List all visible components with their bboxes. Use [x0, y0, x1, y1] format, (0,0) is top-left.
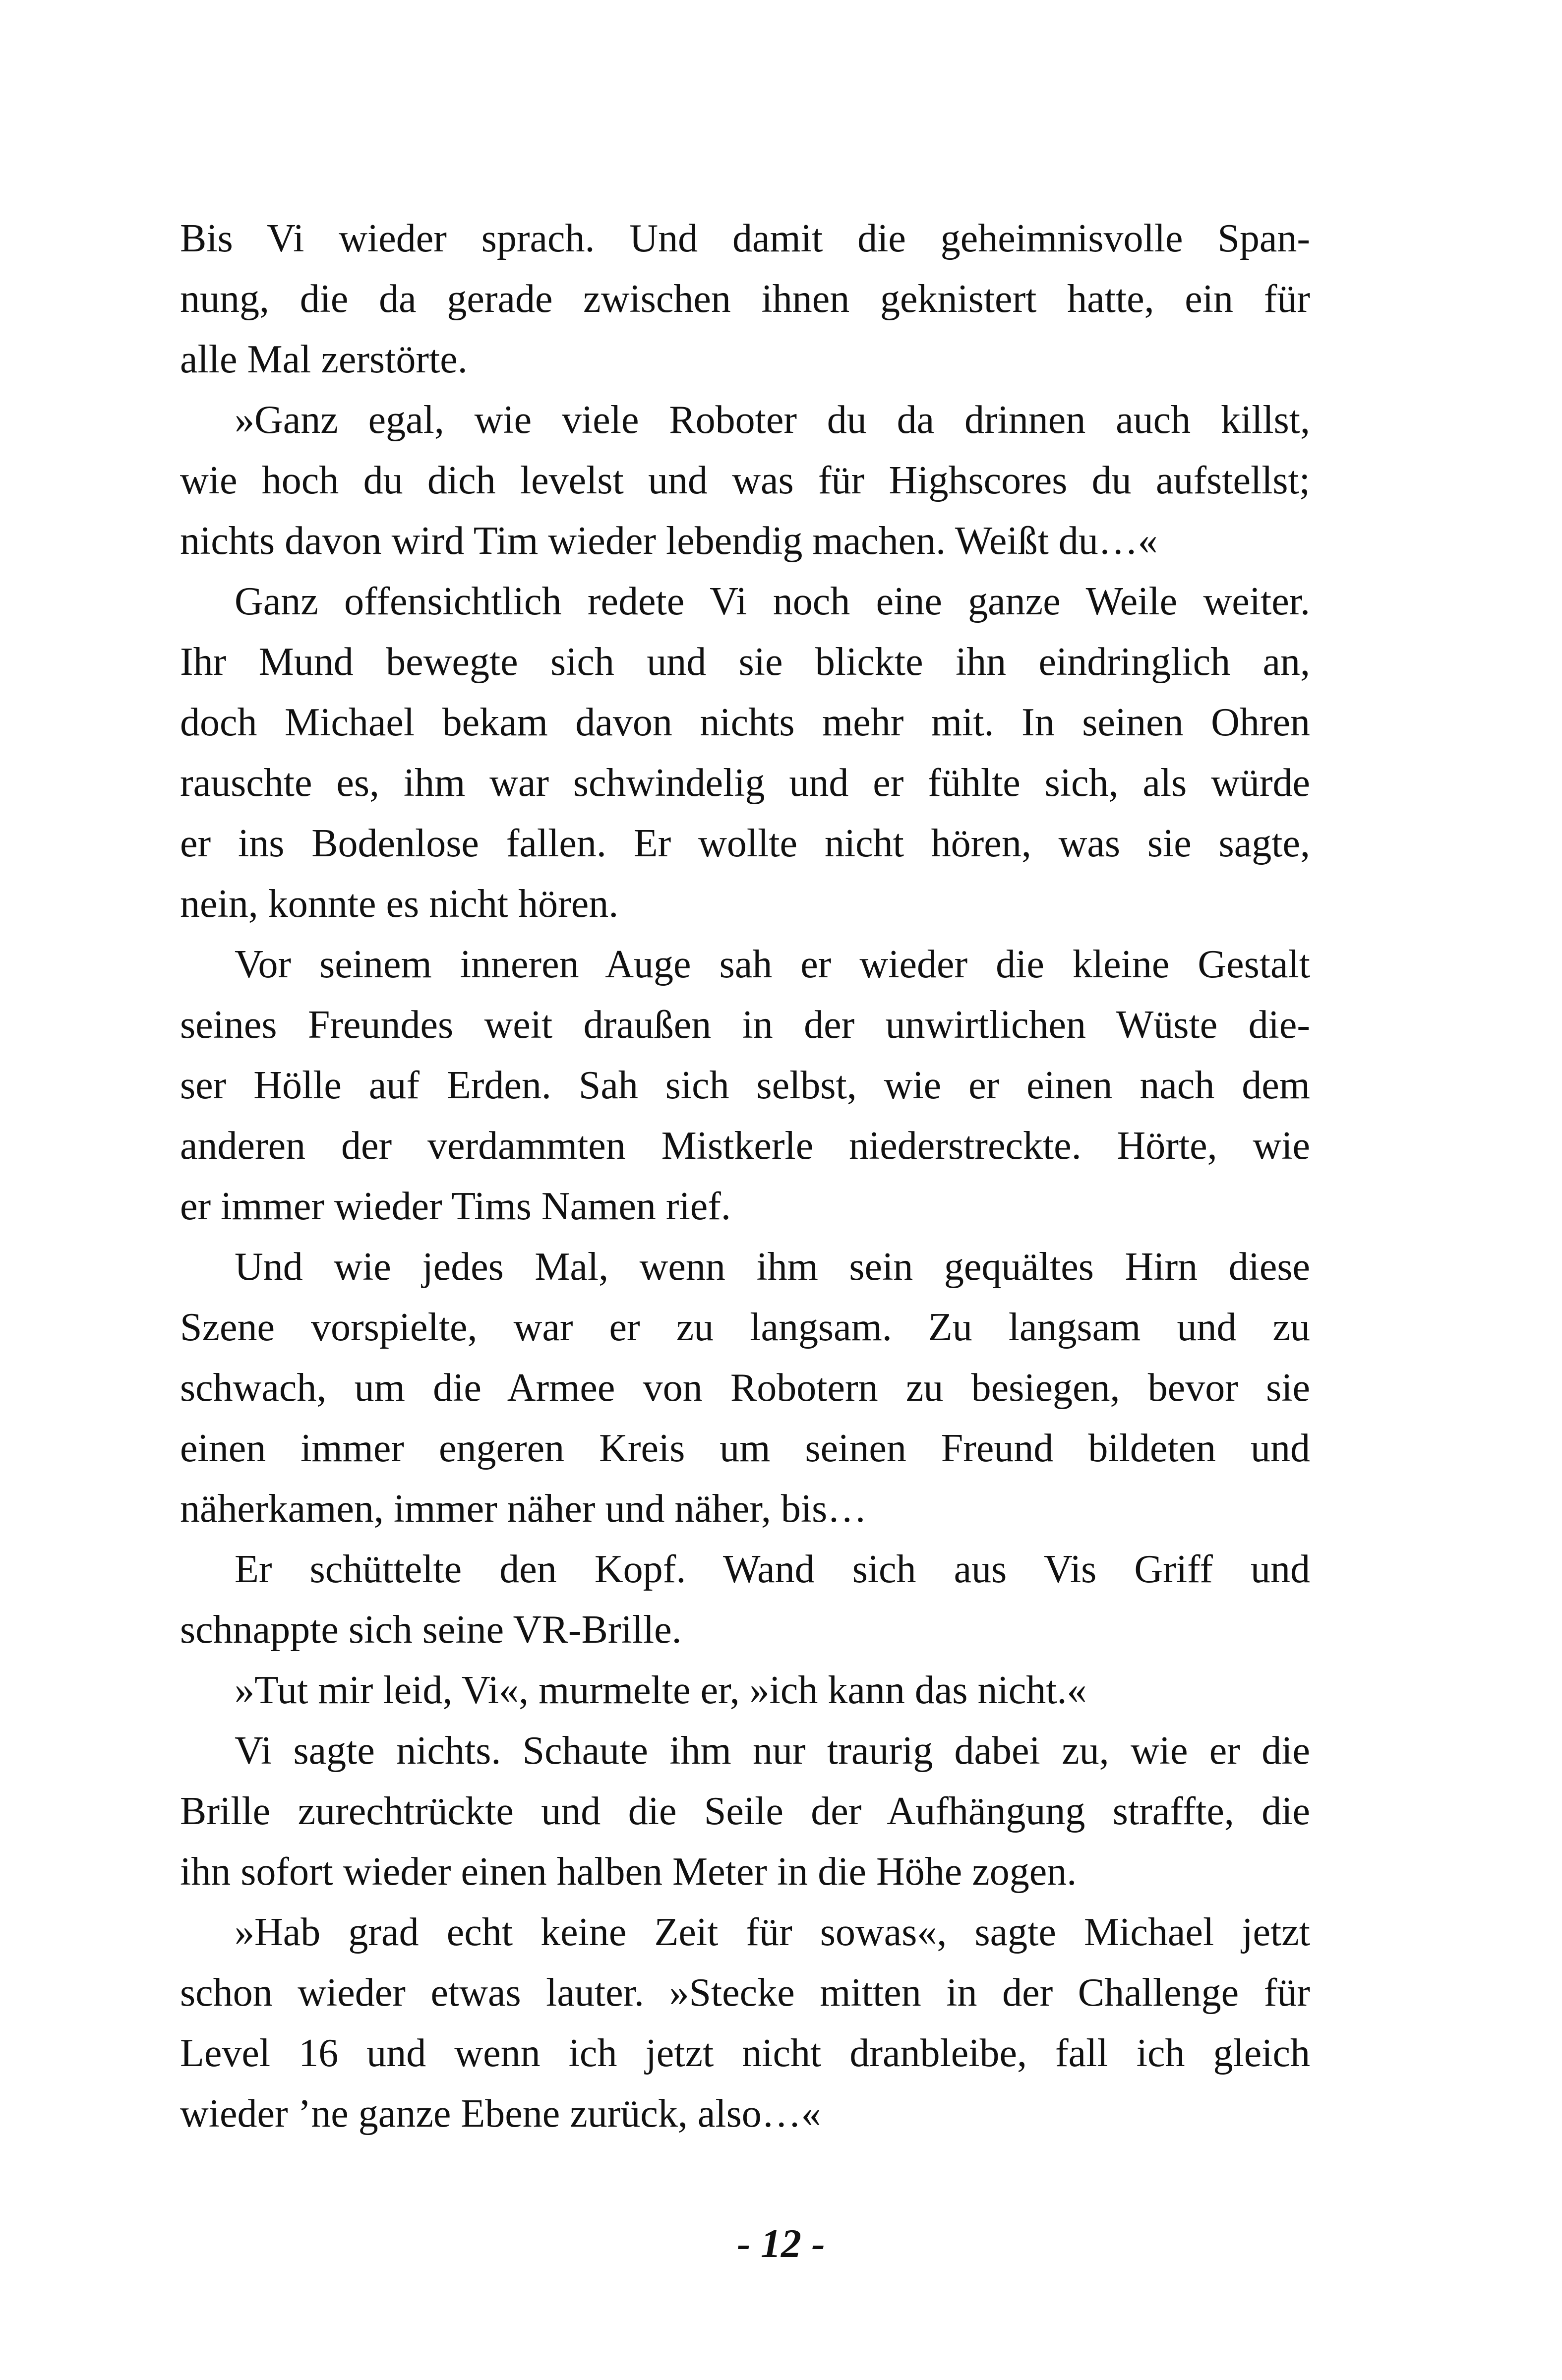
body-text [180, 208, 1310, 2144]
paragraph-8 [180, 1721, 1310, 1902]
paragraph-1 [180, 208, 1310, 390]
paragraph-6 [180, 1539, 1310, 1660]
text-line: schwach, um die Armee von Robotern zu besiegen, bevor sie [180, 1366, 1310, 1410]
text-line: »Ganz egal, wie viele Roboter du da drinnen auch killst, [235, 398, 1310, 442]
text-line: Ganz offensichtlich redete Vi noch eine ganze Weile weiter. [235, 580, 1310, 623]
text-line: wie hoch du dich levelst und was für Highscores du aufstellst; [180, 459, 1310, 502]
text-line: er ins Bodenlose fallen. Er wollte nicht hören, was sie sagte, [180, 822, 1310, 865]
text-line: Bis Vi wieder sprach. Und damit die geheimnisvolle Span- [180, 217, 1310, 260]
text-line: Brille zurechtrückte und die Seile der Aufhängung straffte, die [180, 1789, 1310, 1833]
text-line: doch Michael bekam davon nichts mehr mit. In seinen Ohren [180, 701, 1310, 744]
text-line: ser Hölle auf Erden. Sah sich selbst, wie er einen nach dem [180, 1064, 1310, 1107]
text-line: Vi sagte nichts. Schaute ihm nur traurig dabei zu, wie er die [235, 1729, 1310, 1773]
paragraph-4 [180, 934, 1310, 1237]
paragraph-3 [180, 571, 1310, 934]
text-line: ihn sofort wieder einen halben Meter in die Höhe zogen. [180, 1850, 1077, 1894]
text-line: schnappte sich seine VR-Brille. [180, 1608, 682, 1652]
text-line: er immer wieder Tims Namen rief. [180, 1185, 731, 1228]
paragraph-5 [180, 1237, 1310, 1539]
text-line: rauschte es, ihm war schwindelig und er fühlte sich, als würde [180, 761, 1310, 805]
text-line: nein, konnte es nicht hören. [180, 882, 619, 926]
page-number: - 12 - [737, 2221, 825, 2266]
text-line: schon wieder etwas lauter. »Stecke mitten in der Challenge für [180, 1971, 1310, 2015]
text-line: nichts davon wird Tim wieder lebendig machen. Weißt du…« [180, 519, 1158, 563]
text-line: Und wie jedes Mal, wenn ihm sein gequältes Hirn diese [235, 1245, 1310, 1289]
text-line: seines Freundes weit draußen in der unwirtlichen Wüste die- [180, 1003, 1310, 1047]
text-line: einen immer engeren Kreis um seinen Freund bildeten und [180, 1427, 1310, 1470]
paragraph-2 [180, 390, 1310, 571]
text-line: Level 16 und wenn ich jetzt nicht dranbleibe, fall ich gleich [180, 2031, 1310, 2075]
text-line: nung, die da gerade zwischen ihnen geknistert hatte, ein für [180, 277, 1310, 321]
text-line: Vor seinem inneren Auge sah er wieder die kleine Gestalt [235, 943, 1310, 986]
text-line: Er schüttelte den Kopf. Wand sich aus Vis Griff und [235, 1547, 1310, 1591]
text-line: »Hab grad echt keine Zeit für sowas«, sagte Michael jetzt [235, 1910, 1310, 1954]
text-line: Ihr Mund bewegte sich und sie blickte ihn eindringlich an, [180, 640, 1310, 684]
text-line: »Tut mir leid, Vi«, murmelte er, »ich kann das nicht.« [235, 1668, 1087, 1712]
paragraph-9 [180, 1902, 1310, 2144]
text-line: alle Mal zerstörte. [180, 338, 468, 381]
text-line: wieder ’ne ganze Ebene zurück, also…« [180, 2092, 821, 2136]
paragraph-7 [180, 1660, 1310, 1721]
text-line: Szene vorspielte, war er zu langsam. Zu langsam und zu [180, 1306, 1310, 1349]
text-line: anderen der verdammten Mistkerle niederstreckte. Hörte, wie [180, 1124, 1310, 1168]
text-line: näherkamen, immer näher und näher, bis… [180, 1487, 867, 1531]
